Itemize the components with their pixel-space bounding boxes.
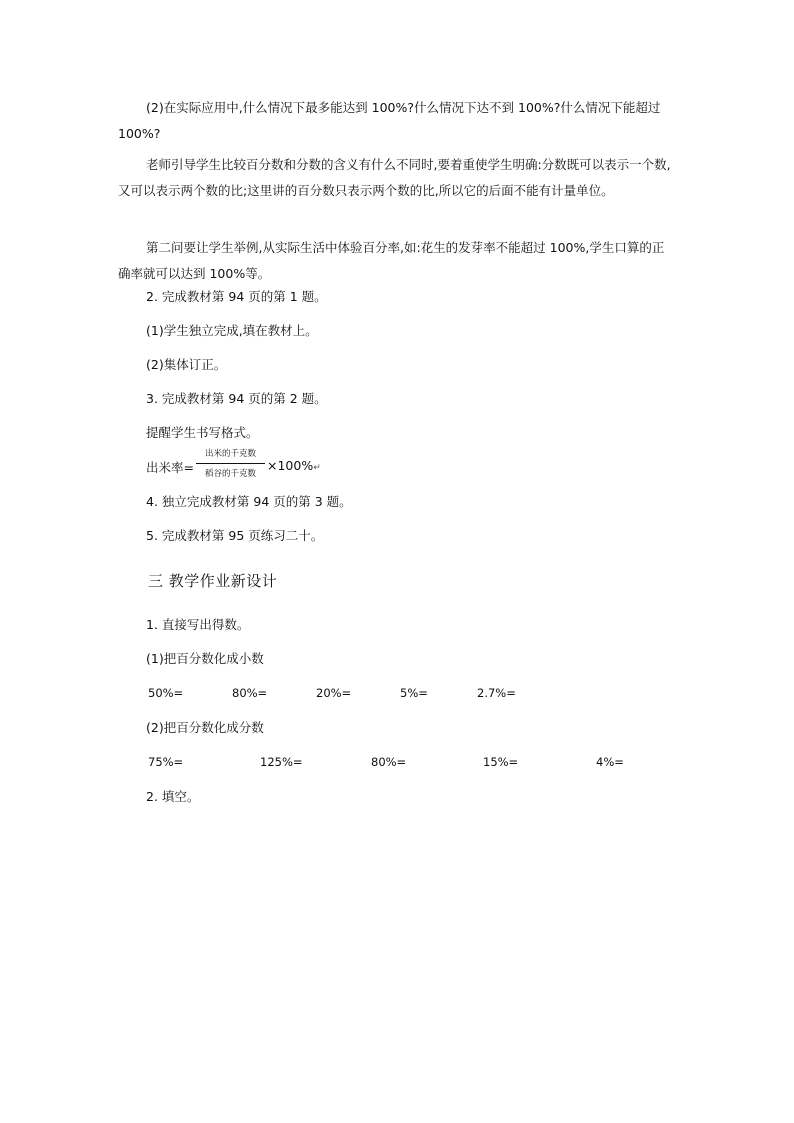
blank-item: 15%=: [483, 755, 519, 769]
section-3-title: 三 教学作业新设计: [148, 572, 278, 590]
blank-item: 80%=: [371, 755, 407, 769]
paragraph-real-life-examples: 第二问要让学生举例,从实际生活中体验百分率,如:花生的发芽率不能超过 100%,学生口算的正确率就可以达到 100%等。: [118, 240, 665, 281]
blank-item: 50%=: [148, 686, 184, 700]
formula-lhs: 出米率=: [146, 460, 194, 475]
blank-item: 2.7%=: [477, 686, 516, 700]
step-5: 5. 完成教材第 95 页练习二十。: [146, 528, 324, 543]
step-2-2: (2)集体订正。: [146, 357, 227, 372]
return-mark-icon: ↵: [313, 463, 321, 473]
fraction-bar: [196, 463, 265, 464]
step-4: 4. 独立完成教材第 94 页的第 3 题。: [146, 494, 352, 509]
exercise-2: 2. 填空。: [146, 789, 200, 804]
formula-denominator: 稻谷的千克数: [204, 469, 256, 479]
blank-item: 5%=: [400, 686, 428, 700]
paragraph-question-2: (2)在实际应用中,什么情况下最多能达到 100%?什么情况下达不到 100%?什么情况下能超过 100%?: [118, 100, 661, 141]
step-2: 2. 完成教材第 94 页的第 1 题。: [146, 289, 327, 304]
exercise-1-part-2: (2)把百分数化成分数: [146, 720, 264, 735]
blank-item: 75%=: [148, 755, 184, 769]
blank-item: 20%=: [316, 686, 352, 700]
exercise-1: 1. 直接写出得数。: [146, 617, 250, 632]
step-2-1: (1)学生独立完成,填在教材上。: [146, 323, 318, 338]
formula-rhs-text: ×100%: [267, 458, 314, 473]
paragraph-teacher-guidance: 老师引导学生比较百分数和分数的含义有什么不同时,要着重使学生明确:分数既可以表示一个数,又可以表示两个数的比;这里讲的百分数只表示两个数的比,所以它的后面不能有计量单位。: [118, 157, 671, 198]
formula-rhs: [267, 458, 321, 473]
blank-item: 80%=: [232, 686, 268, 700]
format-reminder: 提醒学生书写格式。: [146, 425, 259, 440]
blank-item: 4%=: [596, 755, 624, 769]
exercise-1-part-1: (1)把百分数化成小数: [146, 651, 264, 666]
formula-numerator: 出米的千克数: [204, 449, 256, 459]
blank-item: 125%=: [260, 755, 303, 769]
formula-fraction: [196, 447, 265, 481]
step-3: 3. 完成教材第 94 页的第 2 题。: [146, 391, 327, 406]
